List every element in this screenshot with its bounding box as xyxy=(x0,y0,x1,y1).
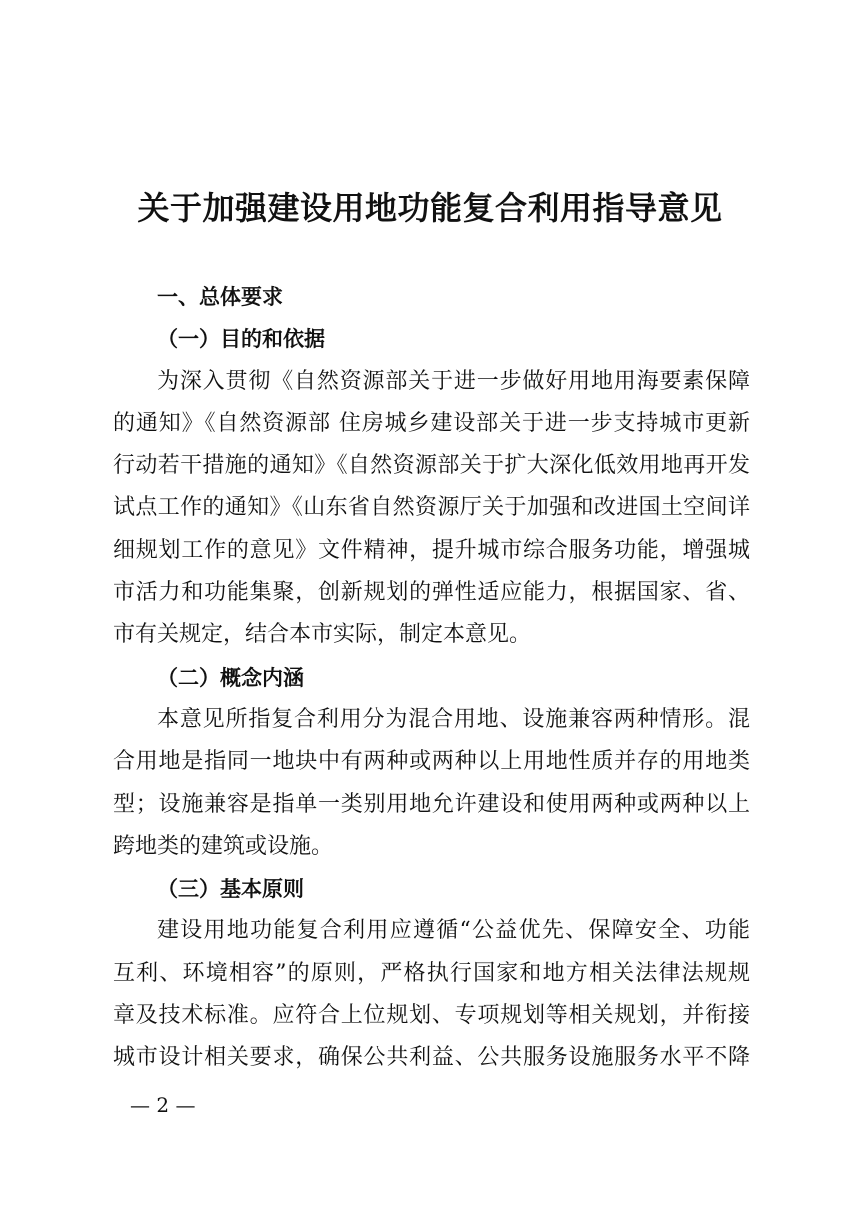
paragraph-line: 细规划工作的意见》文件精神，提升城市综合服务功能，增强城 xyxy=(113,537,750,563)
paragraph-line: 试点工作的通知》《山东省自然资源厅关于加强和改进国土空间详 xyxy=(113,495,750,521)
paragraph-concept xyxy=(113,699,750,868)
paragraph-line: 为深入贯彻《自然资源部关于进一步做好用地用海要素保障 xyxy=(157,368,750,394)
document-title: 关于加强建设用地功能复合利用指导意见 xyxy=(137,189,723,227)
paragraph-line: 的通知》《自然资源部 住房城乡建设部关于进一步支持城市更新 xyxy=(113,410,750,436)
paragraph-line: 市有关规定，结合本市实际，制定本意见。 xyxy=(113,622,532,648)
subsection-heading-principles: （三）基本原则 xyxy=(157,876,304,902)
subsection-heading-concept: （二）概念内涵 xyxy=(157,664,304,690)
paragraph-line: 章及技术标准。应符合上位规划、专项规划等相关规划，并衔接 xyxy=(113,1003,750,1029)
paragraph-line: 互利、环境相容”的原则，严格执行国家和地方相关法律法规规 xyxy=(113,960,750,986)
paragraph-line: 合用地是指同一地块中有两种或两种以上用地性质并存的用地类 xyxy=(113,749,750,775)
paragraph-line: 建设用地功能复合利用应遵循“公益优先、保障安全、功能 xyxy=(157,918,750,944)
paragraph-line: 型；设施兼容是指单一类别用地允许建设和使用两种或两种以上 xyxy=(113,791,750,817)
section-heading-overall-requirements: 一、总体要求 xyxy=(157,285,283,309)
paragraph-line: 市活力和功能集聚，创新规划的弹性适应能力，根据国家、省、 xyxy=(113,580,750,606)
document-body xyxy=(113,276,750,1080)
paragraph-line: 行动若干措施的通知》《自然资源部关于扩大深化低效用地再开发 xyxy=(113,453,750,479)
paragraph-line: 本意见所指复合利用分为混合用地、设施兼容两种情形。混 xyxy=(157,706,750,732)
paragraph-line: 城市设计相关要求，确保公共利益、公共服务设施服务水平不降 xyxy=(113,1045,750,1071)
paragraph-principles xyxy=(113,910,750,1079)
page-number: — 2 — xyxy=(130,1093,196,1117)
paragraph-line: 跨地类的建筑或设施。 xyxy=(113,833,334,859)
subsection-heading-purpose-basis: （一）目的和依据 xyxy=(157,326,325,352)
paragraph-purpose-basis xyxy=(113,361,750,657)
